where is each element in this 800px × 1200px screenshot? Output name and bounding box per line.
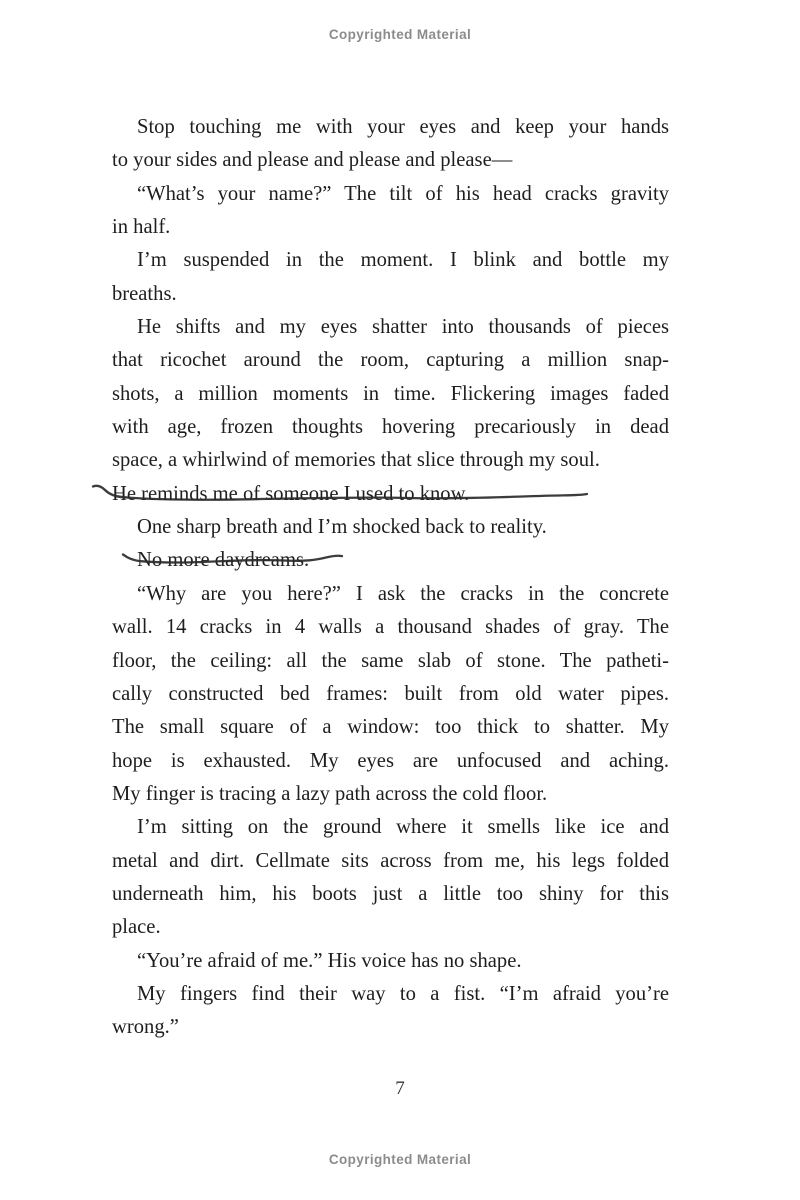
text-line: space, a whirlwind of memories that slice through my soul. xyxy=(112,449,600,472)
paragraph xyxy=(112,811,669,944)
text-line: shots, a million moments in time. Flickering images faded xyxy=(112,382,669,405)
text-line: underneath him, his boots just a little too shiny for this xyxy=(112,882,669,905)
text-line: hope is exhausted. My eyes are unfocused and aching. xyxy=(112,749,669,772)
paragraph xyxy=(112,511,669,544)
text-line: He shifts and my eyes shatter into thousands of pieces xyxy=(137,316,669,339)
text-line: that ricochet around the room, capturing a million snap- xyxy=(112,349,669,372)
text-line: One sharp breath and I’m shocked back to reality. xyxy=(137,516,547,539)
paragraph xyxy=(112,178,669,245)
text-line: breaths. xyxy=(112,282,177,305)
text-line: I’m sitting on the ground where it smells like ice and xyxy=(137,816,669,839)
paragraph xyxy=(112,544,669,577)
page-number: 7 xyxy=(395,1078,405,1099)
paragraph xyxy=(112,311,669,478)
text-line xyxy=(112,478,669,511)
text-line: to your sides and please and please and please— xyxy=(112,149,513,172)
text-line: metal and dirt. Cellmate sits across from me, his legs folded xyxy=(112,849,669,872)
text-line: cally constructed bed frames: built from old water pipes. xyxy=(112,682,669,705)
text-line: wall. 14 cracks in 4 walls a thousand shades of gray. The xyxy=(112,616,669,639)
struck-sentence: He reminds me of someone I used to know. xyxy=(112,482,470,505)
watermark-top: Copyrighted Material xyxy=(328,27,472,42)
paragraph xyxy=(112,978,669,1045)
watermark-bottom: Copyrighted Material xyxy=(328,1152,472,1167)
paragraph xyxy=(112,111,669,178)
text-line: “What’s your name?” The tilt of his head cracks gravity xyxy=(137,182,669,205)
text-line: Stop touching me with your eyes and keep your hands xyxy=(137,116,669,138)
text-line: I’m suspended in the moment. I blink and bottle my xyxy=(137,249,669,272)
text-line: wrong.” xyxy=(112,1016,179,1039)
text-line: My finger is tracing a lazy path across the cold floor. xyxy=(112,782,548,805)
text-line: floor, the ceiling: all the same slab of stone. The patheti- xyxy=(112,649,669,672)
text-line xyxy=(112,544,669,577)
paragraph xyxy=(112,578,669,811)
text-line: “Why are you here?” I ask the cracks in the concrete xyxy=(137,582,669,605)
text-line: My fingers find their way to a fist. “I’m afraid you’re xyxy=(137,982,669,1005)
paragraph xyxy=(112,244,669,311)
text-line: place. xyxy=(112,916,161,939)
text-line: in half. xyxy=(112,216,171,239)
paragraph xyxy=(112,478,669,511)
paragraph xyxy=(112,945,669,978)
struck-sentence: No more daydreams. xyxy=(137,549,310,572)
text-line: “You’re afraid of me.” His voice has no shape. xyxy=(137,949,522,972)
text-line: with age, frozen thoughts hovering precariously in dead xyxy=(112,416,669,439)
body-text xyxy=(112,111,669,1045)
text-line: The small square of a window: too thick to shatter. My xyxy=(112,716,669,739)
